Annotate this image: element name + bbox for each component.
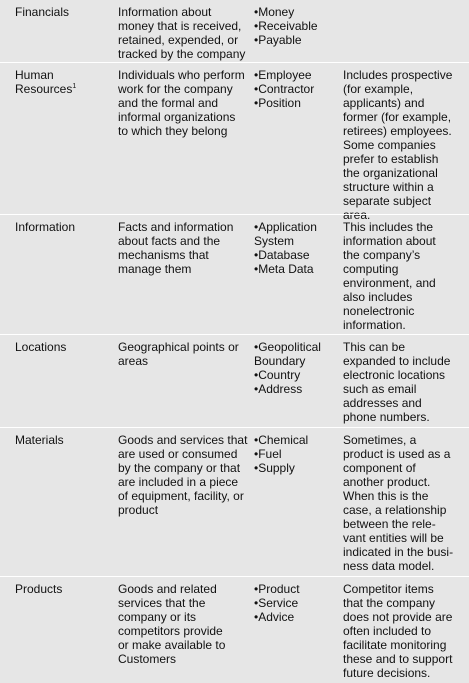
subject-cell: Products bbox=[15, 582, 63, 596]
subject-cell: Information bbox=[15, 220, 76, 234]
description-cell: Information about money that is received, retained, expended, or tracked by the company bbox=[118, 5, 246, 61]
table-row-information bbox=[0, 214, 469, 334]
subject-text: Human Resources bbox=[15, 68, 73, 96]
examples-cell: •Employee •Contractor •Position bbox=[254, 68, 315, 110]
table-row-human-resources bbox=[0, 62, 469, 222]
notes-cell: Competitor items that the company does not provide are often included to facilitate monitoring these and to support future decisions. bbox=[343, 582, 453, 680]
examples-cell: •Application System •Database •Meta Data bbox=[254, 220, 317, 276]
description-cell: Goods and services that are used or consumed by the company or that are included in a piece of equipment, facility, or product bbox=[118, 433, 248, 517]
description-cell: Geographical points or areas bbox=[118, 340, 239, 368]
notes-cell: Includes prospective (for example, applicants) and former (for example, retirees) employees. Some companies prefer to establish the organizational structure within a separate subject area. bbox=[343, 68, 453, 222]
examples-cell: •Product •Service •Advice bbox=[254, 582, 300, 624]
table-row-products bbox=[0, 576, 469, 683]
footnote-marker: 1 bbox=[72, 83, 77, 90]
table-row-locations bbox=[0, 334, 469, 427]
description-cell: Goods and related services that the company or its competitors provide or make available to Customers bbox=[118, 582, 226, 666]
description-cell: Individuals who perform work for the company and the formal and informal organizations to which they belong bbox=[118, 68, 245, 138]
subject-cell: Locations bbox=[15, 340, 67, 354]
notes-cell: This can be expanded to include electronic locations such as email addresses and phone numbers. bbox=[343, 340, 451, 424]
subject-cell: Materials bbox=[15, 433, 64, 447]
examples-cell: •Geopolitical Boundary •Country •Address bbox=[254, 340, 321, 396]
examples-cell: •Chemical •Fuel •Supply bbox=[254, 433, 309, 475]
examples-cell: •Money •Receivable •Payable bbox=[254, 5, 318, 47]
notes-cell: Sometimes, a product is used as a component of another product. When this is the case, a relationship between the rele- vant entities will be indicated in the busi- ness data model. bbox=[343, 433, 454, 573]
notes-cell: This includes the information about the company’s computing environment, and also includes nonelectronic information. bbox=[343, 220, 436, 332]
table-row-materials bbox=[0, 427, 469, 576]
table-row-financials bbox=[0, 0, 469, 60]
subject-cell bbox=[15, 68, 110, 96]
description-cell: Facts and information about facts and the mechanisms that manage them bbox=[118, 220, 234, 276]
subject-cell: Financials bbox=[15, 5, 70, 19]
